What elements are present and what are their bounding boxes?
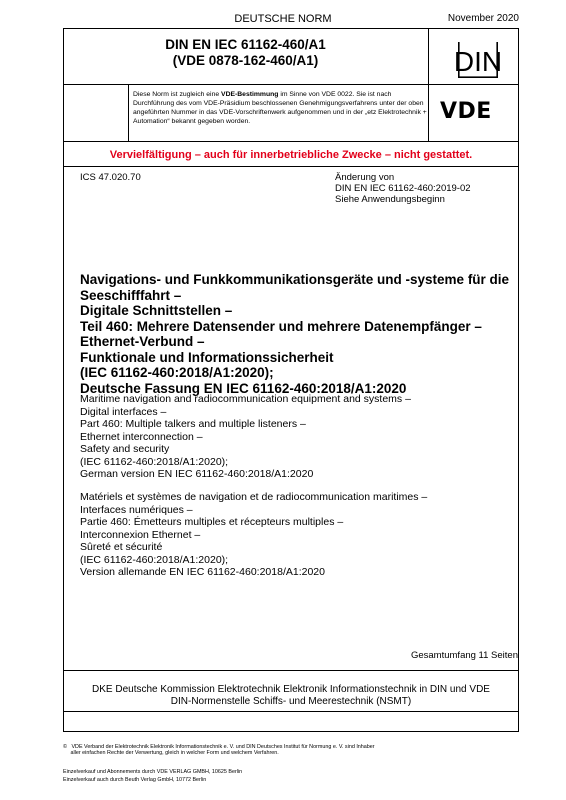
title-line: Matériels et systèmes de navigation et de radiocommunication maritimes – [80,491,428,503]
title-line: Navigations- und Funkkommunikationsgeräte und -systeme für die [80,272,510,287]
divider-notice-left [128,84,129,141]
title-line: Teil 460: Mehrere Datensender und mehrere Datenempfänger – [80,318,482,334]
divider-committee [63,670,519,671]
notice-bold: VDE-Bestimmung [221,91,279,98]
sales-info [63,768,242,784]
title-line: Ethernet-Verbund – [80,334,205,349]
sales-line: Einzelverkauf und Abonnements durch VDE VERLAG GMBH, 10625 Berlin [63,769,243,775]
title-line: Digital interfaces – [80,405,167,418]
title-line: Seeschifffahrt – [80,287,182,303]
title-line: Partie 460: Émetteurs multiples et récepteurs multiples – [80,516,344,528]
title-line: Maritime navigation and radiocommunication equipment and systems – [80,393,411,405]
vde-number: (VDE 0878-162-460/A1) [172,53,319,68]
copyright-notice [63,744,503,757]
title-line: Ethernet interconnection – [80,430,203,443]
din-logo [444,42,512,78]
change-line: Änderung von [335,172,395,183]
publication-date: November 2020 [447,13,519,24]
copyright-line: aller einfachen Rechte der Verwertung, gleich in welcher Form und welchem Verfahren. [63,750,279,757]
notice-prefix: Diese Norm ist zugleich eine [133,91,222,98]
change-note [335,172,471,205]
german-title [80,272,510,396]
english-title [80,393,510,481]
din-logo-text: DIN [453,46,503,77]
divider-top [63,84,519,85]
committee-line: DIN-Normenstelle Schiffs- und Meerestechnik (NSMT) [170,696,412,707]
change-line: Siehe Anwendungsbeginn [335,194,445,205]
copy-warning: Vervielfältigung – auch für innerbetriebliche Zwecke – nicht gestattet. [109,149,473,161]
divider-ics [63,166,519,167]
committee-info [63,684,519,708]
french-title [80,491,510,579]
title-line: (IEC 61162-460:2018/A1:2020); [80,553,229,566]
standard-type: DEUTSCHE NORM [234,13,332,25]
title-line: Digitale Schnittstellen – [80,303,233,318]
notice-suffix: im Sinne von VDE 0022. Sie ist nach Durchführung des vom VDE-Präsidium beschlossenen Genehmigungsverfahrens unter der oben angeführten Nummer in das VDE-Vorschriftenwerk aufgenommen und in der „etz Elektrotechnik + Automation“ bekannt gegeben worden. [133,91,427,125]
vde-logo: VDE [440,99,492,124]
sales-line: Einzelverkauf auch durch Beuth Verlag GmbH, 10772 Berlin [63,777,207,783]
committee-line: DKE Deutsche Kommission Elektrotechnik Elektronik Informationstechnik in DIN und VDE [92,684,490,695]
vde-notice [133,90,429,126]
divider-warning [63,141,519,142]
total-pages: Gesamtumfang 11 Seiten [410,650,518,661]
title-line: German version EN IEC 61162-460:2018/A1:2020 [80,468,314,480]
change-line: DIN EN IEC 61162-460:2019-02 [335,183,471,194]
ics-code: ICS 47.020.70 [80,172,141,183]
standard-number: DIN EN IEC 61162-460/A1 [165,37,326,52]
title-line: Version allemande EN IEC 61162-460:2018/A1:2020 [80,566,325,578]
copyright-line: © VDE Verband der Elektrotechnik Elektronik Informationstechnik e. V. und DIN Deutsches Institut für Normung e. V. sind Inhaber [63,744,375,750]
title-line: Interfaces numériques – [80,503,193,516]
title-line: Interconnexion Ethernet – [80,528,201,541]
title-line: Funktionale und Informationssicherheit [80,349,334,365]
title-line: (IEC 61162-460:2018/A1:2020); [80,455,229,468]
title-line: Deutsche Fassung EN IEC 61162-460:2018/A1:2020 [80,380,407,396]
title-line: Part 460: Multiple talkers and multiple listeners – [80,418,306,430]
title-line: Safety and security [80,443,170,455]
divider-bottom [63,711,519,712]
title-line: Sûreté et sécurité [80,541,163,553]
standard-number-block [63,37,428,69]
title-line: (IEC 61162-460:2018/A1:2020); [80,365,274,380]
